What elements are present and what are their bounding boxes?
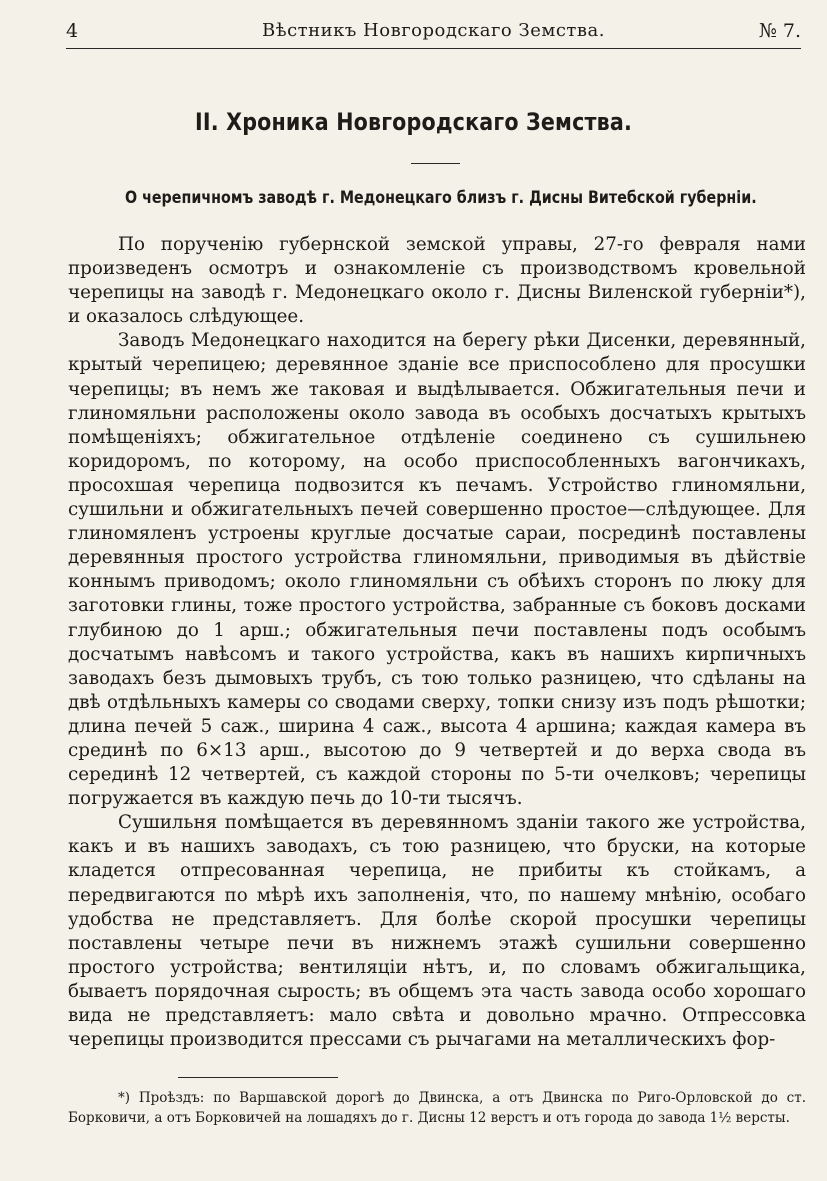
paragraph: Сушильня помѣщается въ деревянномъ зданіи такого же устройства, какъ и въ нашихъ заводахъ, съ тою разницею, что бруски, на которые кладется отпресованная черепица, не прибиты къ стойкамъ, а передвигаются по мѣрѣ ихъ заполненія, что, по нашему мнѣнію, особаго удобства не представляетъ. Для болѣе скорой просушки черепицы поставлены четыре печи въ нижнемъ этажѣ сушильни совершенно простого устройства; вентиляціи нѣтъ, и, по словамъ обжигальщика, бываетъ порядочная сырость; въ общемъ эта часть завода особо хорошаго вида не представляетъ: мало свѣта и довольно мрачно. Отпрессовка черепицы производится прессами съ рычагами на металлическихъ фор- — [68, 812, 806, 1051]
paragraph: По порученію губернской земской управы, 27-го февраля нами произведенъ осмотръ и ознакомленіе съ производствомъ кровельной черепицы на заводѣ г. Медонецкаго около г. Дисны Виленской губерніи*), и оказалось слѣдующее. — [68, 234, 806, 328]
page-number: 4 — [66, 20, 79, 42]
footnote-divider — [178, 1077, 338, 1078]
paragraph: Заводъ Медонецкаго находится на берегу рѣки Дисенки, деревянный, крытый черепицею; деревянное зданіе все приспособлено для просушки черепицы; въ немъ же таковая и выдѣлывается. Обжигательныя печи и глиномяльни расположены около завода въ особыхъ досчатыхъ крытыхъ помѣщеніяхъ; обжигательное отдѣленіе соединено съ сушильнею коридоромъ, по которому, на особо приспособленныхъ вагончикахъ, просохшая черепица подвозится къ печамъ. Устройство глиномяльни, сушильни и обжигательныхъ печей совершенно простое—слѣдующее. Для глиномяленъ устроены круглые досчатые сараи, посрединѣ поставлены деревянныя простого устройства глиномяльни, приводимыя въ дѣйствіе коннымъ приводомъ; около глиномяльни съ обѣихъ сторонъ по люку для заготовки глины, тоже простого устройства, забранные съ боковъ досками глубиною до 1 арш.; обжигательныя печи поставлены подъ особымъ досчатымъ навѣсомъ и такого устройства, какъ въ нашихъ кирпичныхъ заводахъ безъ дымовыхъ трубъ, съ тою только разницею, что сдѣланы на двѣ отдѣльныхъ камеры со сводами сверху, топки снизу изъ подъ рѣшотки; длина печей 5 саж., ширина 4 саж., высота 4 аршина; каждая камера въ срединѣ по 6×13 арш., высотою до 9 четвертей и до верха свода въ серединѣ 12 четвертей, съ каждой стороны по 5-ти очелковъ; черепицы погружается въ каждую печь до 10-ти тысячъ. — [68, 330, 806, 810]
title-divider — [411, 163, 460, 164]
running-header — [66, 18, 801, 49]
footnote — [68, 1088, 806, 1128]
journal-title: Вѣстникъ Новгородскаго Земства. — [262, 20, 605, 41]
section-title: II. Хроника Новгородскаго Земства. — [195, 108, 632, 136]
issue-number: № 7. — [758, 20, 801, 42]
article-title: О черепичномъ заводѣ г. Медонецкаго близъ г. Дисны Витебской губерніи. — [124, 188, 757, 208]
article-body — [68, 233, 806, 1052]
footnote-text: *) Проѣздъ: по Варшавской дорогѣ до Двинска, а отъ Двинска по Риго-Орловской до ст. Борковичи, а отъ Борковичей на лошадяхъ до г. Дисны 12 верстъ и отъ города до завода 1½ версты. — [68, 1090, 806, 1126]
